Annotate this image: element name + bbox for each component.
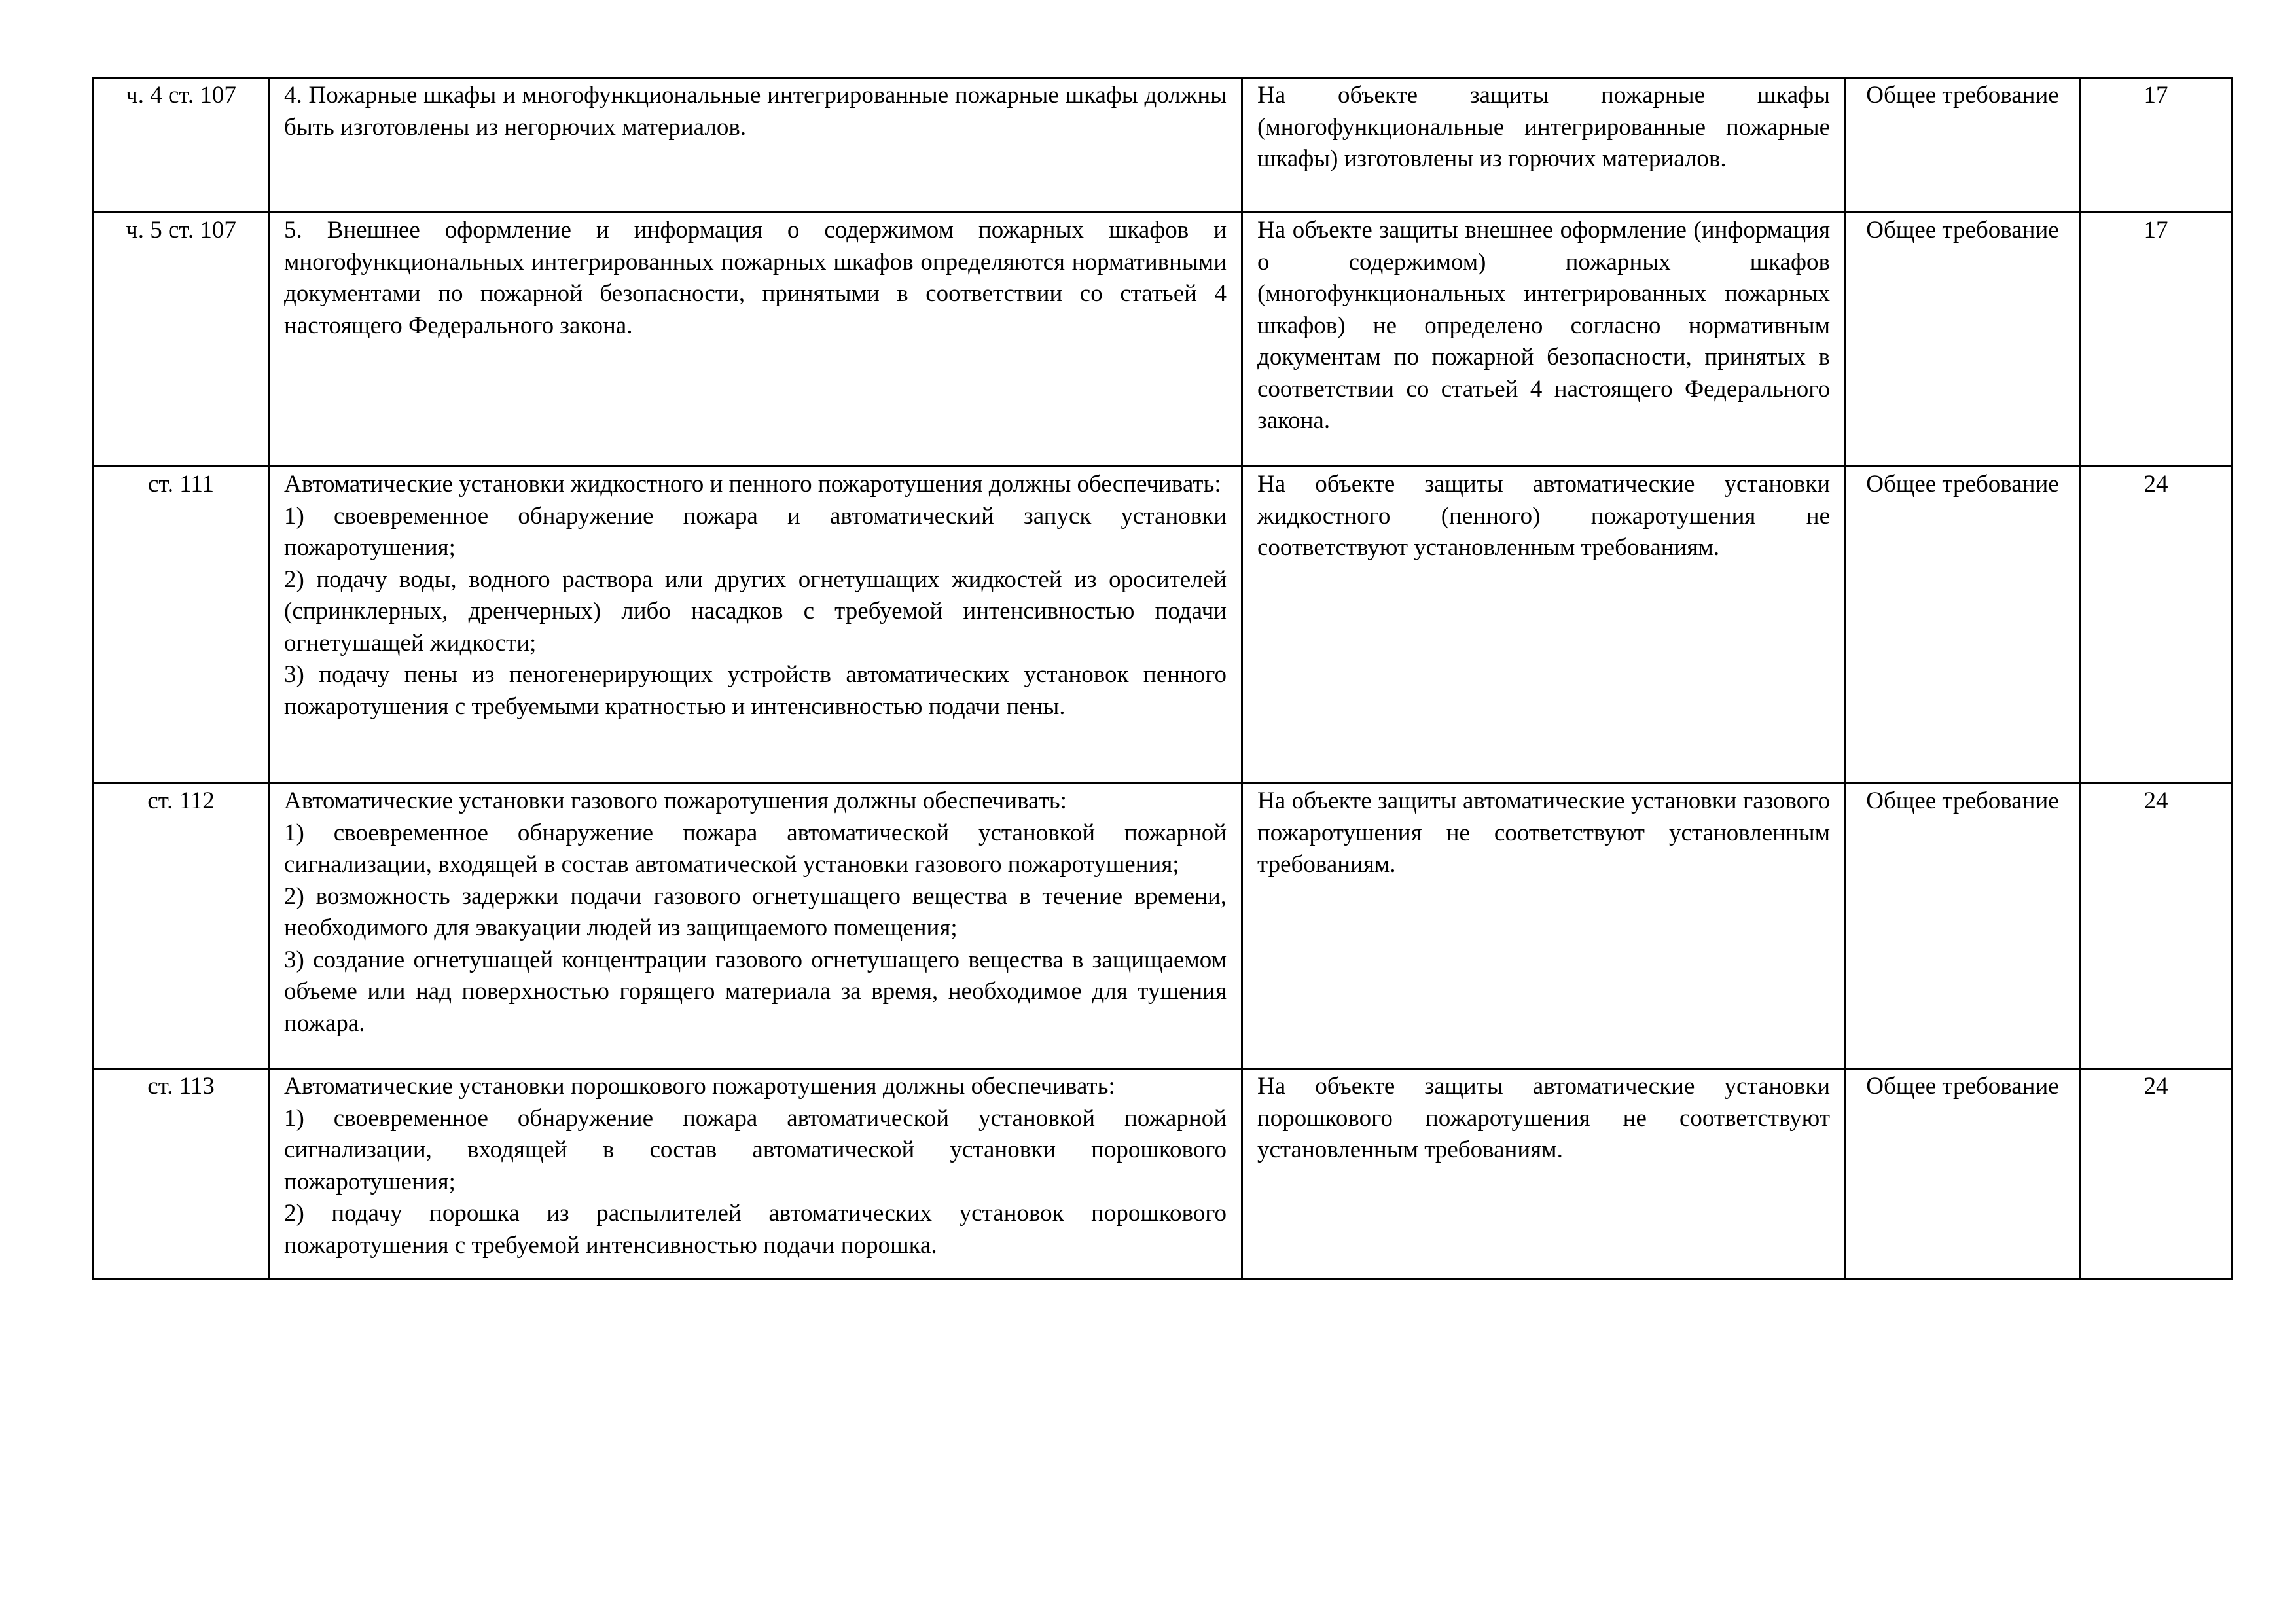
article-reference: ст. 112 [94, 784, 269, 1069]
requirements-table [92, 77, 2233, 1280]
requirement-type: Общее требование [1846, 78, 2080, 213]
requirement-text [269, 213, 1242, 467]
requirement-type: Общее требование [1846, 1069, 2080, 1280]
row-number: 17 [2080, 213, 2233, 467]
violation-finding: На объекте защиты автоматические установки газового пожаротушения не соответствуют установленным требованиям. [1242, 784, 1846, 1069]
requirement-text [269, 1069, 1242, 1280]
requirement-paragraph: 1) своевременное обнаружение пожара автоматической установкой пожарной сигнализации, входящей в состав автоматической установки газового пожаротушения; [284, 819, 1227, 878]
table-row [94, 1069, 2233, 1280]
violation-finding: На объекте защиты внешнее оформление (информация о содержимом) пожарных шкафов (многофункциональных интегрированных пожарных шкафов) не определено согласно нормативным документам по пожарной безопасности, принятых в соответствии со статьей 4 настоящего Федерального закона. [1242, 213, 1846, 467]
table-row [94, 467, 2233, 784]
requirement-text [269, 467, 1242, 784]
requirement-paragraph: 4. Пожарные шкафы и многофункциональные интегрированные пожарные шкафы должны быть изготовлены из негорючих материалов. [284, 82, 1227, 141]
article-reference: ч. 4 ст. 107 [94, 78, 269, 213]
requirement-paragraph: 3) создание огнетушащей концентрации газового огнетушащего вещества в защищаемом объеме или над поверхностью горящего материала за время, необходимое для тушения пожара. [284, 946, 1227, 1037]
requirement-paragraph: 2) подачу порошка из распылителей автоматических установок порошкового пожаротушения с требуемой интенсивностью подачи порошка. [284, 1200, 1227, 1259]
violation-finding: На объекте защиты автоматические установки порошкового пожаротушения не соответствуют установленным требованиям. [1242, 1069, 1846, 1280]
requirement-paragraph: 2) возможность задержки подачи газового огнетушащего вещества в течение времени, необходимого для эвакуации людей из защищаемого помещения; [284, 882, 1227, 941]
requirement-paragraph: 1) своевременное обнаружение пожара и автоматический запуск установки пожаротушения; [284, 502, 1227, 561]
table-row [94, 78, 2233, 213]
article-reference: ст. 111 [94, 467, 269, 784]
requirement-paragraph: 3) подачу пены из пеногенерирующих устройств автоматических установок пенного пожаротушения с требуемыми кратностью и интенсивностью подачи пены. [284, 661, 1227, 720]
requirement-text [269, 78, 1242, 213]
requirement-type: Общее требование [1846, 467, 2080, 784]
row-number: 24 [2080, 1069, 2233, 1280]
requirement-type: Общее требование [1846, 784, 2080, 1069]
table-row [94, 784, 2233, 1069]
requirement-paragraph: 2) подачу воды, водного раствора или других огнетушащих жидкостей из оросителей (спринклерных, дренчерных) либо насадков с требуемой интенсивностью подачи огнетушащей жидкости; [284, 566, 1227, 657]
violation-finding: На объекте защиты пожарные шкафы (многофункциональные интегрированные пожарные шкафы) изготовлены из горючих материалов. [1242, 78, 1846, 213]
requirement-text [269, 784, 1242, 1069]
article-reference: ч. 5 ст. 107 [94, 213, 269, 467]
requirement-paragraph: 5. Внешнее оформление и информация о содержимом пожарных шкафов и многофункциональных интегрированных пожарных шкафов определяются нормативными документами по пожарной безопасности, принятыми в соответствии со статьей 4 настоящего Федерального закона. [284, 217, 1227, 339]
violation-finding: На объекте защиты автоматические установки жидкостного (пенного) пожаротушения не соответствуют установленным требованиям. [1242, 467, 1846, 784]
requirement-paragraph: Автоматические установки жидкостного и пенного пожаротушения должны обеспечивать: [284, 471, 1221, 497]
requirement-paragraph: 1) своевременное обнаружение пожара автоматической установкой пожарной сигнализации, входящей в состав автоматической установки порошкового пожаротушения; [284, 1104, 1227, 1195]
row-number: 24 [2080, 467, 2233, 784]
row-number: 24 [2080, 784, 2233, 1069]
requirement-paragraph: Автоматические установки порошкового пожаротушения должны обеспечивать: [284, 1073, 1115, 1100]
requirement-type: Общее требование [1846, 213, 2080, 467]
table-row [94, 213, 2233, 467]
row-number: 17 [2080, 78, 2233, 213]
requirement-paragraph: Автоматические установки газового пожаротушения должны обеспечивать: [284, 787, 1067, 814]
article-reference: ст. 113 [94, 1069, 269, 1280]
